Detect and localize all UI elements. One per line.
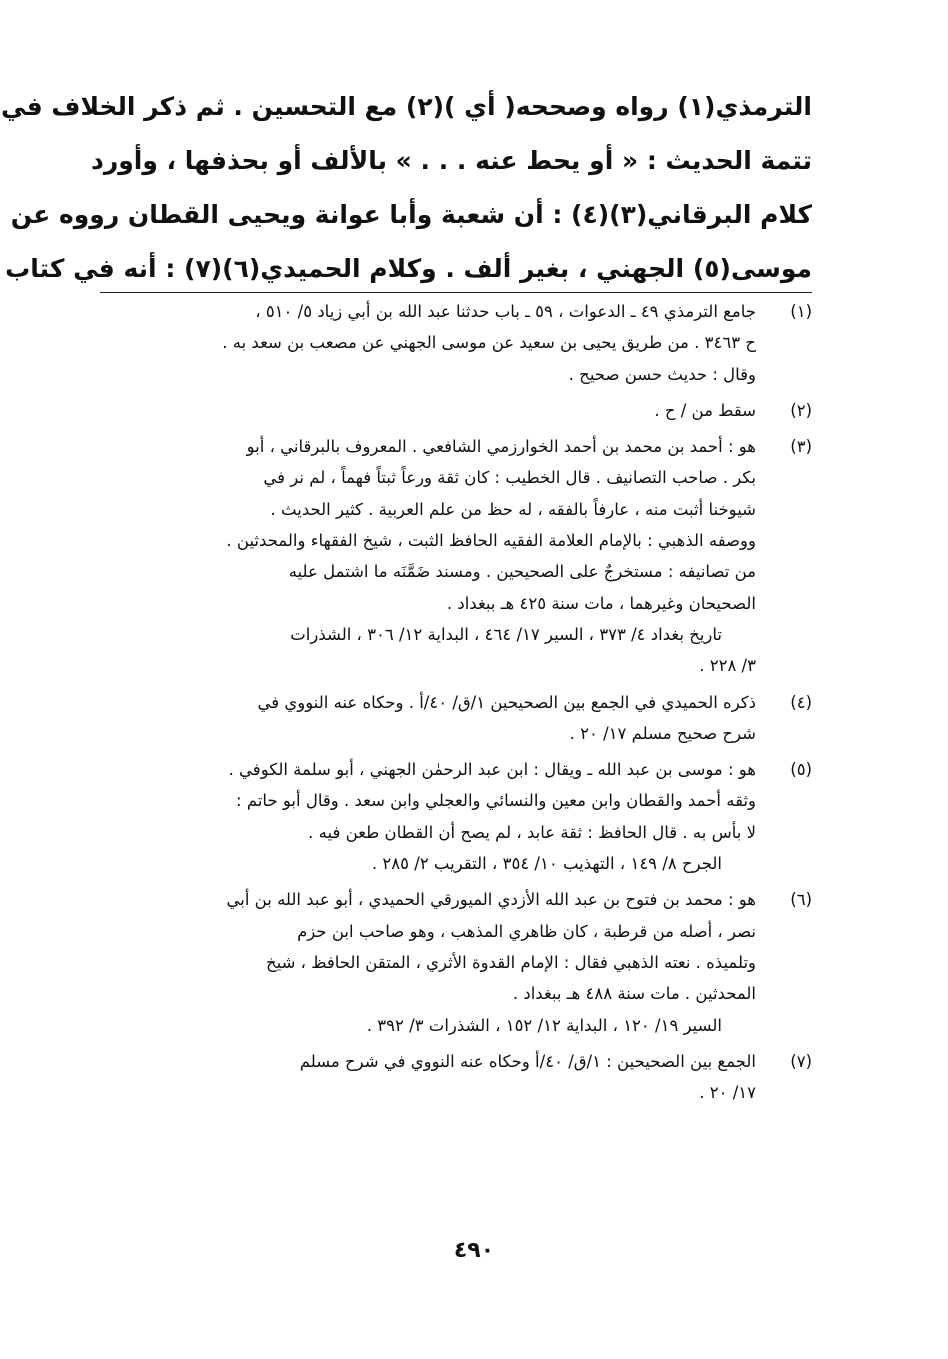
footnote-body [100,431,756,681]
footnotes-section [100,296,812,1113]
footnote-6 [100,884,812,1040]
main-text-line: كلام البرقاني(٣)(٤) : أن شعبة وأبا عوانة ويحيى القطان رووه عن [10,200,812,229]
footnote-4 [100,687,812,750]
footnote-number: (٣) [790,437,812,457]
footnote-source-line: ٣/ ٢٢٨ . [699,656,756,676]
footnote-number: (٢) [790,400,812,420]
footnote-line: بكر . صاحب التصانيف . قال الخطيب : كان ثقة ورعاً ثبتاً فهماً ، لم نر في [263,468,756,488]
footnote-source-line: تاريخ بغداد ٤/ ٣٧٣ ، السير ١٧/ ٤٦٤ ، البداية ١٢/ ٣٠٦ ، الشذرات [290,624,722,644]
footnote-1 [100,296,812,390]
main-text-block [1,80,812,296]
footnote-line: هو : أحمد بن محمد بن أحمد الخوارزمي الشافعي . المعروف بالبرقاني ، أبو [246,437,756,457]
footnote-body [100,884,756,1040]
footnote-number: (٧) [790,1051,812,1071]
footnote-line: شرح صحيح مسلم ١٧/ ٢٠ . [569,723,756,743]
page-number: ٤٩٠ [453,1238,495,1263]
main-text-line: الترمذي(١) رواه وصححه( أي )(٢) مع التحسين . ثم ذكر الخلاف في [1,92,812,121]
footnote-body [100,1046,756,1109]
footnote-line: لا بأس به . قال الحافظ : ثقة عابد ، لم يصح أن القطان طعن فيه . [308,822,756,842]
footnote-body [100,754,756,879]
footnote-number: (٦) [790,890,812,910]
footnote-line: ووصفه الذهبي : بالإمام العلامة الفقيه الحافظ الثبت ، شيخ الفقهاء والمحدثين . [226,531,756,551]
footnote-body [100,296,756,390]
footnote-3 [100,431,812,681]
footnote-5 [100,754,812,879]
footnote-line: جامع الترمذي ٤٩ ـ الدعوات ، ٥٩ ـ باب حدثنا عبد الله بن أبي زياد ٥/ ٥١٠ ، [255,302,756,321]
footnote-line: ح ٣٤٦٣ . من طريق يحيى بن سعيد عن موسى الجهني عن مصعب بن سعد به . [222,333,756,353]
footnote-number: (٤) [790,692,812,712]
footnote-2 [100,395,812,426]
footnote-line: وقال : حديث حسن صحيح . [568,364,756,384]
footnote-line: الصحيحان وغيرهما ، مات سنة ٤٢٥ هـ ببغداد . [446,593,756,613]
footnote-line: وتلميذه . نعته الذهبي فقال : الإمام القدوة الأثري ، المتقن الحافظ ، شيخ [265,952,756,972]
footnote-number: (١) [790,302,812,321]
footnote-number: (٥) [790,760,812,780]
footnote-line: من تصانيفه : مستخرجٌ على الصحيحين . ومسند ضَمَّنَه ما اشتمل عليه [288,562,756,582]
footnote-line: هو : محمد بن فتوح بن عبد الله الأزدي الميورقي الحميدي ، أبو عبد الله بن أبي [226,890,756,910]
footnote-line: الجمع بين الصحيحين : ١/ق/ ٤٠/أ وحكاه عنه النووي في شرح مسلم [299,1051,756,1071]
footnote-source-line: السير ١٩/ ١٢٠ ، البداية ١٢/ ١٥٢ ، الشذرات ٣/ ٣٩٢ . [366,1015,722,1035]
footnote-body [100,687,756,750]
footnote-line: نصر ، أصله من قرطبة ، كان ظاهري المذهب ، وهو صاحب ابن حزم [297,921,756,941]
footnote-line: ذكره الحميدي في الجمع بين الصحيحين ١/ق/ ٤٠/أ . وحكاه عنه النووي في [257,692,756,712]
main-text-line: موسى(٥) الجهني ، بغير ألف . وكلام الحميدي(٦)(٧) : أنه في كتاب [5,254,812,283]
footnote-line: وثقه أحمد والقطان وابن معين والنسائي والعجلي وابن سعد . وقال أبو حاتم : [236,791,756,811]
footnote-separator [100,292,812,293]
footnote-line: المحدثين . مات سنة ٤٨٨ هـ ببغداد . [512,984,756,1004]
footnote-line: هو : موسى بن عبد الله ـ ويقال : ابن عبد الرحمٰن الجهني ، أبو سلمة الكوفي . [228,760,756,780]
main-text-line: تتمة الحديث : « أو يحط عنه . . . » بالألف أو بحذفها ، وأورد [91,146,812,175]
footnote-line: ١٧/ ٢٠ . [699,1083,756,1103]
footnote-line: شيوخنا أثبت منه ، عارفاً بالفقه ، له حظ من علم العربية . كثير الحديث . [270,499,756,519]
footnote-body [100,395,756,426]
footnote-line: سقط من / ح . [654,400,756,420]
footnote-7 [100,1046,812,1109]
footnote-source-line: الجرح ٨/ ١٤٩ ، التهذيب ١٠/ ٣٥٤ ، التقريب ٢/ ٢٨٥ . [371,854,722,874]
